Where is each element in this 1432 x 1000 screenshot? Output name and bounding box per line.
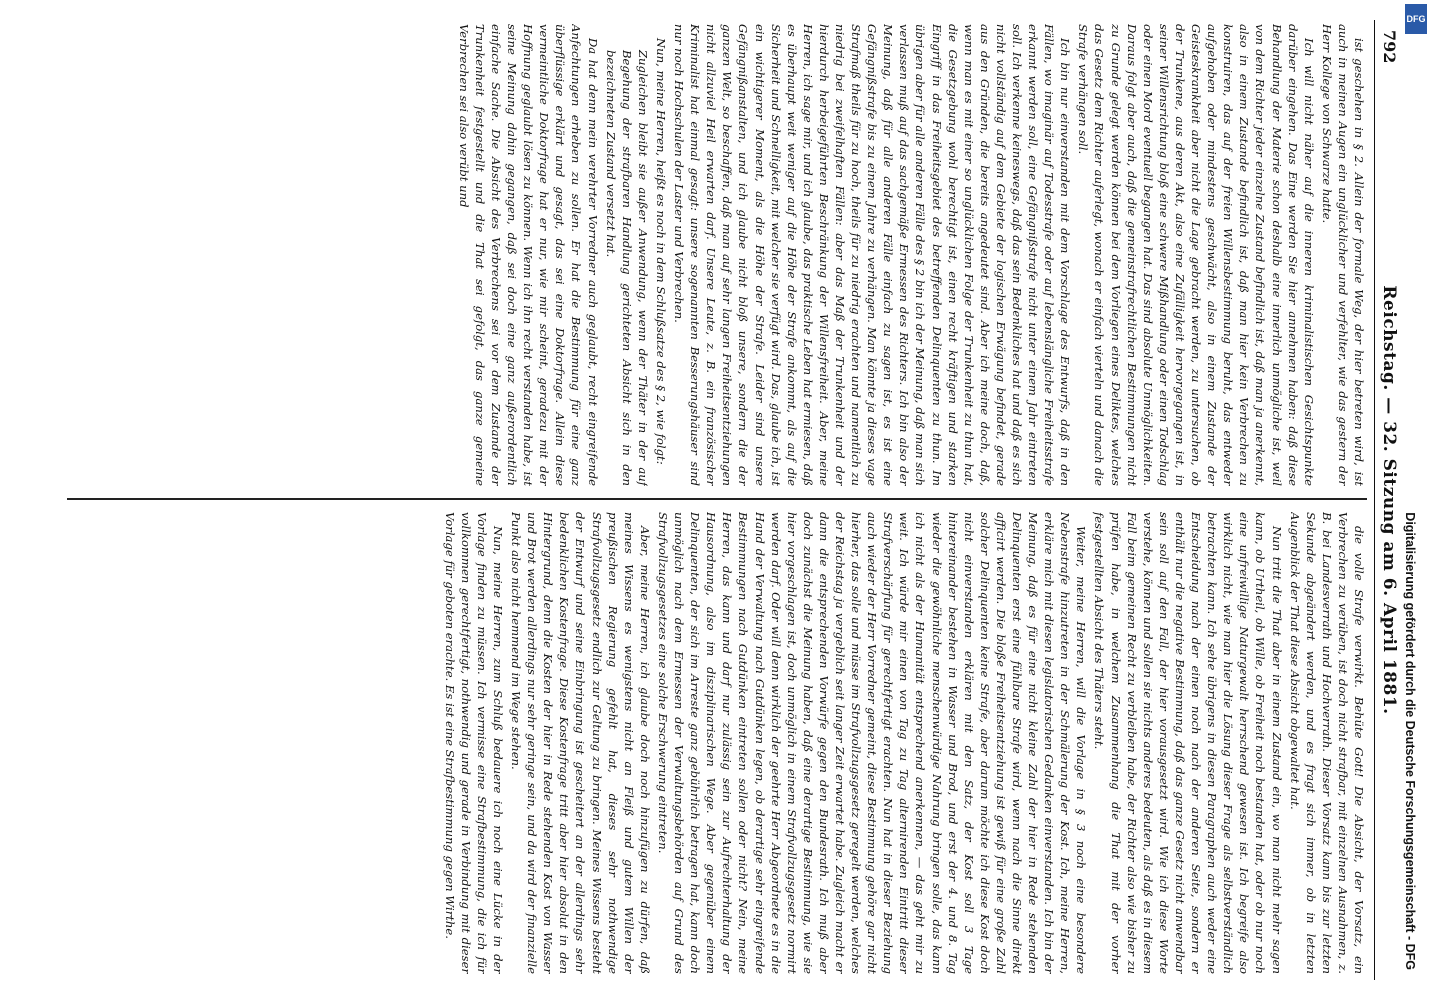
column-divider <box>67 498 1367 500</box>
right-column <box>57 512 1367 974</box>
left-paragraph-4: Nun, meine Herren, heißt es noch in dem Schlußsatze des § 2, wie folgt: <box>653 38 668 465</box>
left-column <box>57 24 1367 486</box>
right-paragraph-3: Weiter, meine Herren, will die Vorlage in § 3 noch eine besondere Nebenstrafe hinzutreten in der Schmälerung der Kost. Ich, meine Herren, erkläre mich mit diesen legislatorischen Gedanken einverstanden. Ich bin der Meinung, daß es für eine nicht kleine Zahl der hier in Rede stehenden Delinquenten erst eine fühlbare Strafe wird, wenn nach die Sinne direkt afficirt werden. Die bloße Freiheitsentziehung ist gewiß für eine große Zahl solcher Delinquenten keine Strafe, aber darum möchte ich diese Kost doch nicht einverstanden erklären mit den Satz, der Kost soll 3 Tage hintereinander bestehen in Wasser und Brod, und erst der 4. und 8. Tag wieder die gewöhnliche menschenwürdige Nahrung bringen solle, das kann ich nicht als der Humanität entsprechend anerkennen, — das geht mir zu weit. Ich würde mir einen von Tag zu Tag alternirenden Eintritt dieser Strafverschärfung für gerechtfertigt erachten. Nun hat in dieser Beziehung auch wieder der Herr Vorredner gemeint, diese Bestimmung gehöre gar nicht hierher, das solle und müsse im Strafvollzugsgesetz geregelt werden, welches der Reichstag ja vergeblich seit langer Zeit erwartet habe. Zugleich macht er dann die entsprechenden Vorwürfe gegen den Bundesrath. Ich muß aber doch zunächst die Meinung haben, daß eine derartige Bestimmung, wie sie hier vorgeschlagen ist, doch unmöglich in einem Strafvollzugsgesetz normirt werden darf. Oder will denn wirklich der geehrte Herr Abgeordnete es in die Hand der Verwaltung nach Gutdünken legen, ob derartige sehr eingreifende Bestimmungen nach Gutdünken eintreten sollen oder nicht? Nein, meine Herren, das kann und darf nur zulässig sein zur Aufrechterhaltung der Hausordnung, also im disziplinarischen Wege. Aber gegenüber einem Delinquenten, der sich im Arreste ganz gebührlich betragen hat, kann doch unmöglich nach dem Ermessen der Verwaltungsbehörden auf Grund des Strafvollzugsgesetzes eine solche Erschwerung eintreten. <box>655 512 1089 974</box>
funding-stamp-text: Digitalisierung gefördert durch die Deutsche Forschungsgemeinschaft - DFG <box>1403 512 1417 970</box>
running-head: Reichstag. — 32. Sitzung am 6. April 1881. <box>1379 285 1399 715</box>
right-paragraph-1: die volle Strafe verwirkt. Behüte Gott! Die Absicht, der Vorsatz, ein Verbrechen zu verüben, ist doch nicht strafbar, mit einzelnen Ausnahmen, z. B. bei Landesverrath und Hochverrath. Dieser Vorsatz kann bis zur letzten Sekunde abgeändert werden, und es fragt sich immer, ob in letzten Augenblick der That diese Absicht obgewaltet hat. <box>1287 512 1366 974</box>
right-paragraph-4: Aber, meine Herren, ich glaube doch noch hinzufügen zu dürfen, daß meines Wissens es wenigstens nicht an Fleiß und gutem Willen der preußischen Regierung gefehlt hat, dieses sehr nothwendige Strafvollzugsgesetz endlich zur Geltung zu bringen. Meines Wissens besteht der Entwurf und seine Einbringung ist gescheitert an der allerdings sehr bedenklichen Kostenfrage. Diese Kostenfrage tritt aber hier absolut in den Hintergrund, denn die Kosten der hier in Rede stehenden Kost von Wasser und Brot werden allerdings nur sehr geringe sein, und da wird der finanzielle Punkt also nicht hemmend im Wege stehen. <box>509 512 652 974</box>
funding-stamp <box>1395 30 1425 970</box>
page-number: 792 <box>1380 30 1399 64</box>
right-paragraph-2: Nun tritt die That aber in einem Zustand ein, wo man nicht mehr sagen kann, ob Urtheil, ob Wille, ob Freiheit noch bestanden hat, oder ob nur noch eine unfreiwillige Naturgewalt herrschend gewesen ist. Ich begreife also wirklich nicht, wie man hier die Lösung dieser Frage als selbstverständlich betrachten kann. Ich sehe übrigens in diesen Paragraphen auch weder eine Entscheidung nach der einen noch nach der anderen Seite, sondern er enthält nur die negative Bestimmung, daß das ganze Gesetz nicht anwendbar sein soll auf den Fall, der hier vorausgesetzt wird. Wie ich diese Worte verstehe, können und sollen sie nichts anderes bedeuten, als daß es in diesem Fall beim gemeinen Recht zu verbleiben habe, der Richter also wie bisher zu prüfen habe, in welchem Zusammenhang die That mit der vorher festgestellten Absicht des Thäters steht. <box>1092 512 1284 974</box>
left-quote: Zugleichen bleibt sie außer Anwendung, wenn der Thäter in der auf Begehung der strafbaren Handlung gerichteten Absicht sich in den bezeichneten Zustand versetzt hat. <box>603 50 650 486</box>
left-paragraph-3: Ich bin nur einverstanden mit dem Vorschlage des Entwurfs, daß in den Fällen, wo imaginär auf Todesstrafe oder auf lebenslängliche Freiheitsstrafe erkannt werden soll, eine Gefängnißstrafe nicht unter einem Jahr eintreten soll. Ich verkenne keineswegs, daß das sein Bedenkliches hat und daß es sich nicht vollständig auf dem Gebiete der logischen Erwägung befindet, gerade aus den Gründen, die bereits angedeutet sind. Aber ich meine doch, daß, wenn man es mit einer so unglücklichen Folge der Trunkenheit zu thun hat, die Gesetzgebung wohl berechtigt ist, einen recht kräftigen und starken Eingriff in das Freiheitsgebiet des betreffenden Delinquenten zu thun. Im übrigen aber für alle anderen Fälle des § 2 bin ich der Meinung, daß man sich verlassen muß auf das sachgemäße Ermessen des Richters. Ich bin also der Meinung, daß für alle anderen Fälle einfach zu sagen ist, es ist eine Gefängnißstrafe bis zu einem Jahre zu verhängen. Man könnte ja dieses vage Strafmaß theils für zu hoch, theils für zu niedrig erachten und namentlich zu niedrig bei zweifelhaften Fällen: aber das Maß der Trunkenheit und der hierdurch herbeigeführten Beschränkung der Willensfreiheit. Aber, meine Herren, ich sage mir, und ich glaube, das praktische Leben hat ermiesen, daß es überhaupt weit weniger auf die Höhe der Strafe ankommt, als auf die Sicherheit und Schnelligkeit, mit welcher sie verfügt wird. Das, glaube ich, ist ein wichtigerer Moment, als die Höhe der Strafe. Leider sind unsere Gefängnißanstalten, und ich glaube nicht bloß unsere, sondern die der ganzen Welt, so beschaffen, daß man auf sehr langen Freiheitsentziehungen nicht allzuviel Heil erwarten darf. Unsere Leute, z. B. ein französischer Kriminalist hat einmal gesagt: unsere sogenannten Besserungshäuser sind nur noch Hochschulen der Laster und Verbrechen. <box>672 24 1073 486</box>
left-paragraph-1: ist geschehen in § 2. Allein der formale Weg, der hier betreten wird, ist auch in meinen Augen ein unglücklicher und verfehlter, wie das gestern der Herr Kollege von Schwarze hatte. <box>1319 24 1366 486</box>
right-paragraph-5: Nun, meine Herren, zum Schluß bedauere ich noch eine Lücke in der Vorlage finden zu müssen. Ich vermisse eine Strafbestimmung, die ich für vollkommen gerechtfertigt, nothwendig und gerade in Verbindung mit dieser Vorlage für geboten erachte. Es ist eine Strafbestimmung gegen Wirthe. <box>442 512 506 974</box>
text-columns <box>52 20 1367 980</box>
dfg-logo: DFG <box>1405 4 1427 34</box>
scanned-page <box>34 20 1409 980</box>
left-paragraph-5: Da hat denn mein verehrter Vorredner auch geglaubt, recht eingreifende Anfechtungen erheben zu sollen. Er hat die Bestimmung für eine ganz überflüssige erklärt und gesagt, das sei eine Doktorfrage. Allein diese vermeintliche Doktorfrage hat er nur, wie mir scheint, geradezu mit der Hoffnung geglaubt lösen zu können. Wenn ich ihn recht verstanden habe, ist seine Meinung dahin gegangen, daß sei doch eine ganz außerordentlich einfache Sache. Die Absicht des Verbrechens sei vor dem Zustande der Trunkenheit festgestellt und die That sei gefolgt, das ganze gemeine Verbrechen sei also verübt und <box>456 24 600 486</box>
left-paragraph-2: Ich will nicht näher auf die inneren kriminalistischen Gesichtspunkte darüber eingehen. Das Eine werden Sie hier annehmen haben: daß diese Behandlung der Materie schon deshalb eine innerlich unmögliche ist, weil von dem Richter jeder einzelne Zustand befindlich ist, daß man ja anerkennt, also in einem Zustande befindlich ist, daß man hier kein Verbrechen zu konstruiren, das auf der freien Willensbestimmung beruht, das entweder aufgehoben oder mindestens geschwächt, also in einem Zustande der Geisteskrankheit aber nicht die Lage gebracht werden, zu untersuchen, ob der Trunkene, aus deren Akt, also eine Zufälligkeit hervorgegangen ist, in seiner Willensrichtung bloß eine schwere Mißhandlung oder einen Todschlag oder einen Mord eventuell begangen hat. Das sind absolute Unmöglichkeiten. Daraus folgt aber auch, daß die gemeinstrafrechtlichen Bestimmungen nicht zu Grunde gelegt werden können bei dem Vorliegen eines Deliktes, welches das Gesetz dem Richter auferlegt, wonach er einfach vierteln und danach die Strafe verhängen soll. <box>1076 24 1316 486</box>
